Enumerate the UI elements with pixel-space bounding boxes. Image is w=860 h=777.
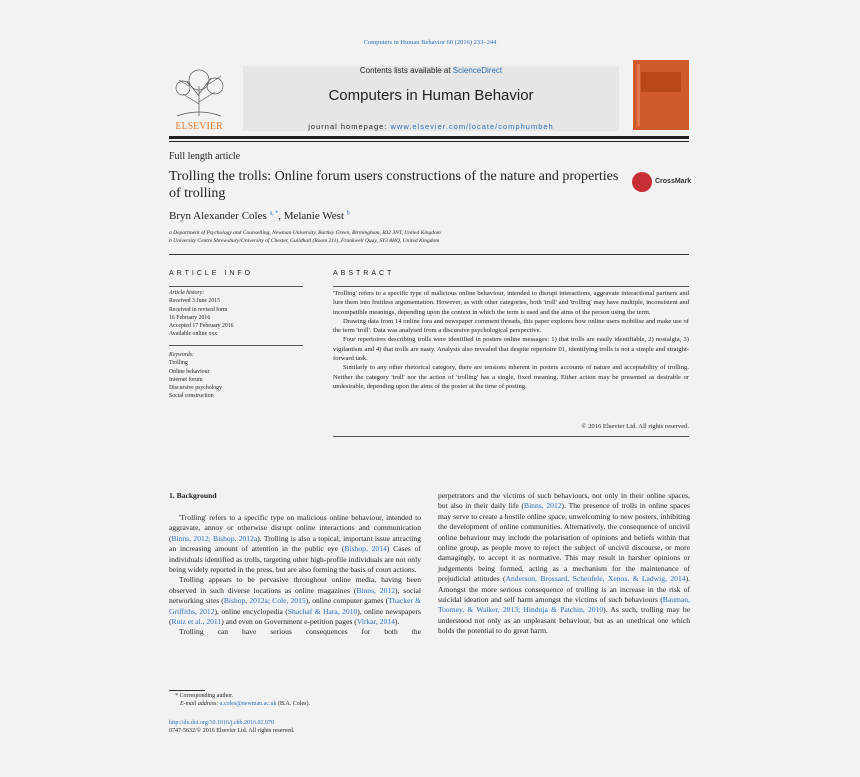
- crossmark-label[interactable]: CrossMark: [655, 178, 692, 185]
- body-paragraph: 'Trolling' refers to a specific type on malicious online behaviour, intended to aggravate, annoy or otherwise disrupt online interactions and communication (Binns, 2012; Bishop, 2012a). Trolling is also a topical, important issue attracting an increasing amount of attention in the public eye (Bishop, 2014) Cases of individuals identified as trolls, targeting other high-profile individuals are not only being widely reported in the press, but are also forming the basis of court actions.: [169, 513, 422, 575]
- authors: [169, 210, 350, 222]
- contents-prefix: Contents lists available at: [359, 66, 453, 75]
- history-item: Accepted 17 February 2016: [169, 323, 234, 330]
- citation-link[interactable]: Anderson, Brossard, Scheufele, Xenos, & Ladwig, 2014: [505, 574, 686, 584]
- journal-cover-image: [633, 60, 689, 130]
- citation-link[interactable]: Binns, 2012: [524, 501, 562, 511]
- homepage-prefix: journal homepage:: [308, 122, 391, 131]
- abstract-bottom-rule: [333, 436, 689, 437]
- journal-reference[interactable]: Computers in Human Behavior 60 (2016) 233–244: [363, 39, 497, 46]
- corresponding-author-note: * Corresponding author.: [175, 693, 234, 699]
- cover-title-block: [641, 72, 681, 92]
- body-paragraph: Trolling appears to be pervasive throughout online media, having been observed in such diverse locations as online magazines (Binns, 2012), social networking sites (Bishop, 2012a; Cole, 2015), online computer games (Thacker & Griffiths, 2012), online encyclopedia (Shachaf & Hara, 2010), online newspapers (Ruiz et al., 2011) and even on Government e-petition pages (Virkar, 2014).: [169, 575, 421, 627]
- affiliation-a: a Department of Psychology and Counselling, Newman University, Bartley Green, Birmingham, B32 3NT, United Kingdom: [169, 230, 441, 236]
- keyword: Internet forum: [169, 376, 203, 383]
- keywords-rule: [169, 345, 303, 346]
- email-suffix: (B.A. Coles).: [276, 701, 310, 707]
- citation-link[interactable]: Binns, 2012: [356, 585, 395, 595]
- body-left-column: [169, 513, 421, 638]
- author-separator: ,: [278, 210, 284, 222]
- journal-title: Computers in Human Behavior: [328, 87, 534, 104]
- citation-link[interactable]: Bishop, 2014: [344, 544, 387, 554]
- abstract-rule: [333, 286, 689, 287]
- abstract-paragraph: Similarly to any other rhetorical category, there are tensions inherent in posters accounts of nature and acceptability of trolling. Neither the category 'troll' nor the action of 'trolling' has a single, fixed meaning. Either action may be presented as desirable or undesirable, depending upon the aims of the poster at the time of posting.: [333, 364, 689, 390]
- abstract-paragraph: 'Trolling' refers to a specific type of malicious online behaviour, intended to disrupt interactions, aggravate interactional partners and lure them into fruitless argumentation. However, as with other categories, both 'troll' and 'trolling' may have multiple, inconsistent and incompatible meanings, depending upon the context in which the term is used and the aims of the person using the term.: [333, 290, 689, 316]
- history-item: Received 3 June 2015: [169, 298, 221, 305]
- affiliation-b: b University Centre Shrewsbury/University of Chester, Guildhall (Room 211), Frankwell Quay, SY3 8HQ, United Kingdom: [169, 238, 440, 244]
- email-footnote: [180, 701, 310, 707]
- citation-link[interactable]: Bauman, Toomey, & Walker, 2013; Hinduja & Patchin, 2010: [438, 595, 690, 615]
- article-info-rule: [169, 286, 303, 287]
- abstract-paragraph: Drawing data from 14 online fora and newspaper comment threads, this paper explores how online users mobilise and make use of the term 'troll'. Data was analysed from a discursive psychological perspective.: [333, 317, 689, 335]
- keyword: Social construction: [169, 393, 214, 400]
- citation-link[interactable]: Thacker & Griffiths, 2012: [169, 596, 421, 616]
- history-item: Received in revised form: [169, 306, 228, 313]
- sciencedirect-link[interactable]: ScienceDirect: [452, 66, 503, 75]
- footnote-rule: [169, 690, 205, 691]
- contents-line: [243, 66, 619, 75]
- crossmark-icon[interactable]: [632, 172, 652, 192]
- doi-url[interactable]: http://dx.doi.org/10.1016/j.chb.2016.02.070: [169, 720, 275, 726]
- journal-homepage: [243, 122, 619, 131]
- abstract-heading: ABSTRACT: [333, 270, 395, 277]
- author-1-affil[interactable]: a, *: [269, 210, 279, 217]
- keyword: Trolling: [169, 360, 188, 367]
- section-heading-background: 1. Background: [169, 491, 217, 500]
- citation-link[interactable]: Bishop, 2012a; Cole, 2015: [223, 596, 306, 606]
- keywords: [169, 351, 303, 401]
- body-right-column: [438, 491, 690, 637]
- history-item: 16 February 2016: [169, 314, 211, 321]
- abstract-body: [333, 289, 689, 391]
- article-info-heading: ARTICLE INFO: [169, 270, 254, 277]
- issn-copyright: 0747-5632/© 2016 Elsevier Ltd. All rights reserved.: [169, 728, 295, 734]
- email-link[interactable]: a.coles@newman.ac.uk: [219, 701, 277, 707]
- author-2-affil[interactable]: b: [346, 210, 350, 217]
- article-title: Trolling the trolls: Online forum users constructions of the nature and properties of trolling: [169, 169, 619, 201]
- email-label: E-mail address:: [180, 701, 220, 707]
- article-type: Full length article: [169, 151, 241, 162]
- body-paragraph: Trolling can have serious consequences for both the: [179, 627, 421, 637]
- keyword: Discursive psychology: [169, 385, 222, 392]
- header-rule: [169, 136, 689, 139]
- history-label: Article history:: [169, 290, 205, 296]
- title-separator: [169, 254, 689, 255]
- citation-link[interactable]: Shachaf & Hara, 2010: [287, 606, 358, 616]
- body-paragraph: perpetrators and the victims of such behaviours, not only in their online spaces, but also in their daily life (Binns, 2012). The presence of trolls in online spaces may serve to create a hostile online space, unwelcoming to new posters, inhibiting the development of online communities. Alternatively, the consequence of uncivil online behaviour may include the polarisation of opinions and beliefs within that online group, as people move to reject the subject of uncivil discourse, or more damagingly, to accept it as normative. This may result in harsher opinions or judgements being formed, acting as a mechanism for the maintenance of prejudicial attitudes (Anderson, Brossard, Scheufele, Xenos, & Ladwig, 2014). Amongst the more serious consequence of trolling is an increase in the risk of suicidal ideation and self harm amongst the victims of such behaviours (Bauman, Toomey, & Walker, 2013; Hinduja & Patchin, 2010). As such, trolling may be understood not only as an unpleasant behaviour, but as an unethical one which holds the potential to do great harm.: [438, 491, 691, 636]
- header-rule-thin: [169, 141, 689, 142]
- citation-link[interactable]: Virkar, 2014: [356, 617, 395, 627]
- keywords-label: Keywords:: [169, 352, 194, 358]
- history-item: Available online xxx: [169, 331, 218, 338]
- cover-stripe: [637, 64, 640, 126]
- abstract-copyright: © 2016 Elsevier Ltd. All rights reserved.: [581, 423, 689, 430]
- svg-text:ELSEVIER: ELSEVIER: [175, 121, 223, 132]
- doi-link[interactable]: [169, 720, 274, 726]
- homepage-link[interactable]: www.elsevier.com/locate/comphumbeh: [390, 122, 554, 131]
- elsevier-logo: [169, 66, 229, 132]
- citation-link[interactable]: Binns, 2012; Bishop, 2012a: [171, 533, 258, 543]
- article-history: [169, 289, 303, 339]
- author-1[interactable]: Bryn Alexander Coles: [169, 210, 267, 222]
- keyword: Online behaviour: [169, 368, 210, 375]
- abstract-paragraph: Four repertoires describing trolls were identified in posters online messages: 1) that trolls are easily identifiable, 2) nostalgia, 3) vigilantism and 4) that trolls are nasty. Analysis also revealed that despite repertoire 01, identifying trolls is not a simple and straight-forward task.: [333, 336, 689, 363]
- author-2[interactable]: Melanie West: [283, 210, 344, 222]
- citation-link[interactable]: Ruiz et al., 2011: [171, 617, 222, 627]
